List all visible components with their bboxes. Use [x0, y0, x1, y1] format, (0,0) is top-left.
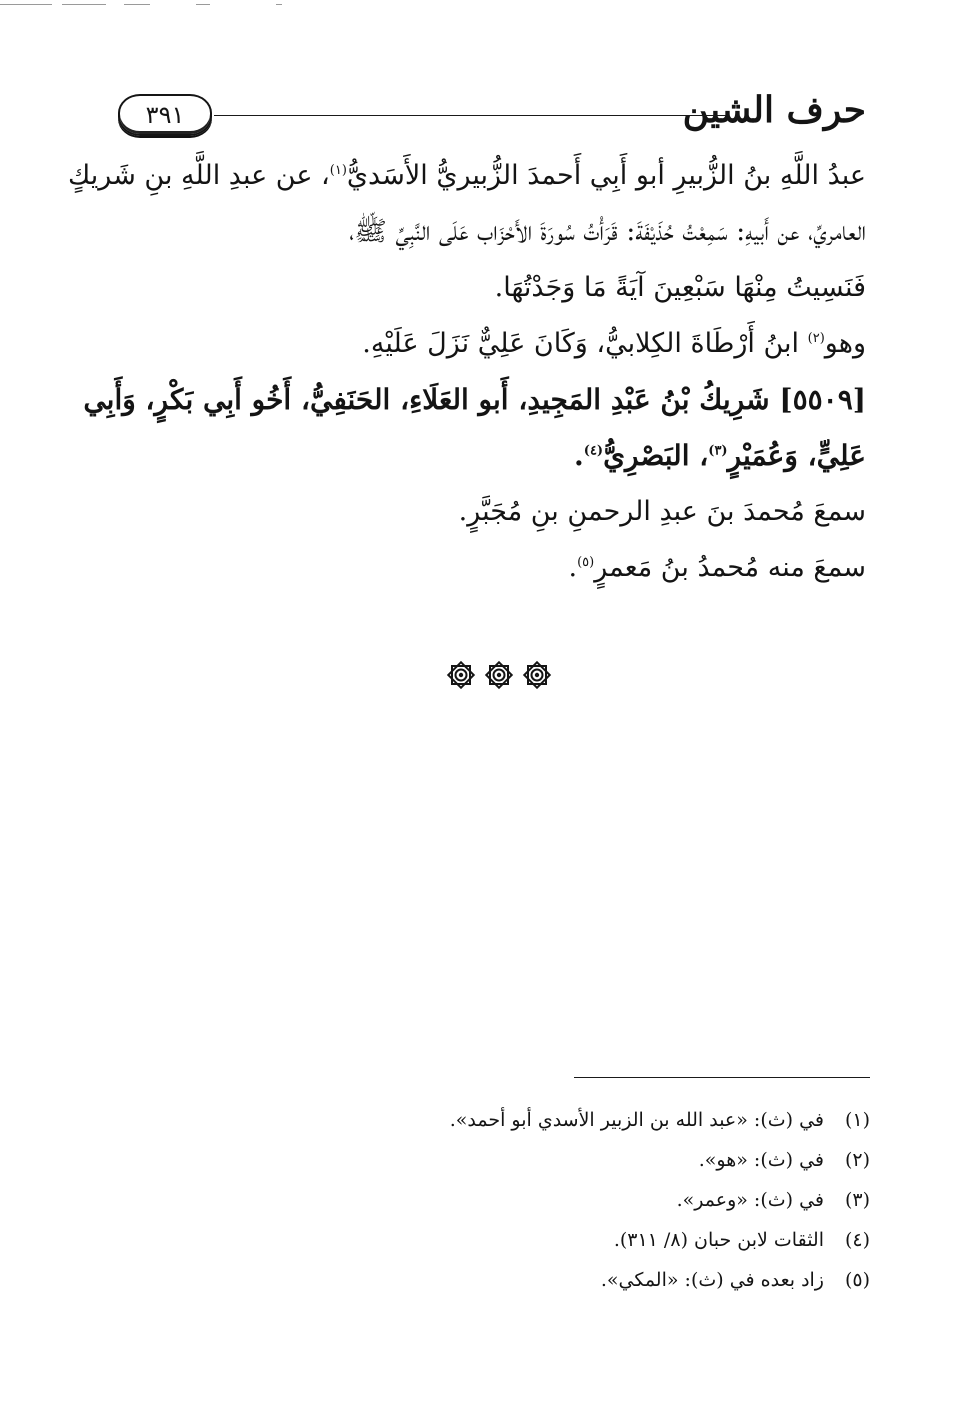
header-rule: [214, 115, 726, 116]
running-header: [118, 88, 866, 146]
footnote-ref-2[interactable]: (٢): [807, 331, 825, 346]
footnote-3: [370, 1180, 870, 1220]
footnote-text: في (ث): «وعمر».: [676, 1189, 824, 1211]
footnote-text: في (ث): «هو».: [698, 1149, 824, 1171]
page-number: ٣٩١: [145, 101, 185, 129]
text-line: وهو$^{(٢)}$ ابنُ أَرْطَاةَ الكِلابيُّ، وَكَانَ عَلِيٌّ نَزَلَ عَلَيْهِ.: [362, 328, 866, 359]
footnote-5: [370, 1260, 870, 1300]
text-line: عبدُ اللَّهِ بنُ الزُّبيرِ أبو أَبِي أَحمدَ الزُّبيريُّ الأَسَديُّ$^{(١)}$، عن عبدِ اللَّهِ بنِ شَريكٍ: [68, 160, 866, 191]
footnote-1: [370, 1100, 870, 1140]
footnote-text: في (ث): «عبد الله بن الزبير الأسدي أبو أحمد».: [449, 1109, 824, 1131]
text-line: فَنَسِيتُ مِنْهَا سَبْعِينَ آيَةً مَا وَجَدْتُهَا.: [494, 272, 866, 303]
scan-edge-marks: [0, 4, 962, 10]
main-text: [68, 148, 866, 596]
footnote-number: (٣): [844, 1189, 870, 1211]
footnote-number: (٥): [844, 1269, 870, 1291]
footnote-ref-3[interactable]: (٣): [708, 443, 728, 459]
footnotes: [370, 1100, 870, 1300]
eight-point-star-ornament-icon: [446, 660, 476, 690]
eight-point-star-ornament-icon: [484, 660, 514, 690]
entry-heading-cont: عَلِيٍّ، وَعُمَيْرٍ$^{(٣)}$، البَصْرِيُّ$^{(٤)}$.: [574, 439, 866, 472]
footnote-number: (٤): [844, 1229, 870, 1251]
footnote-number: (٢): [844, 1149, 870, 1171]
text-line: العامريِّ، عن أَبيهِ: سَمِعْتُ حُذَيْفَةَ: قَرَأْتُ سُورَةَ الأَحْزَاب عَلَى النَّبِيِّ ﷺ،: [349, 216, 866, 247]
footnote-ref-1[interactable]: (١): [329, 163, 347, 178]
footnote-separator: [574, 1077, 870, 1078]
footnote-4: [370, 1220, 870, 1260]
footnote-text: الثقات لابن حبان (٨/ ٣١١).: [613, 1229, 824, 1251]
footnote-2: [370, 1140, 870, 1180]
entry-number: [٥٥٠٩]: [779, 383, 866, 416]
entry-heading: [٥٥٠٩] شَرِيكُ بْنُ عَبْدِ المَجِيدِ، أَبو العَلَاءِ، الحَنَفِيُّ، أَخُو أَبِي بَكْرٍ، وَأَبِي: [83, 383, 866, 416]
footnote-number: (١): [844, 1109, 870, 1131]
chapter-title: حرف الشين: [682, 89, 866, 131]
footnote-ref-4[interactable]: (٤): [583, 443, 604, 459]
footnote-ref-5[interactable]: (٥): [577, 555, 595, 570]
heard-from-line: سمعَ مُحمدَ بنَ عبدِ الرحمنِ بنِ مُجَبَّرٍ.: [458, 496, 866, 527]
page-number-badge: [118, 94, 212, 136]
eight-point-star-ornament-icon: [522, 660, 552, 690]
heard-by-line: سمعَ منه مُحمدُ بنُ مَعمرٍ$^{(٥)}$.: [568, 552, 866, 583]
section-divider-ornaments: [446, 660, 556, 696]
footnote-text: زاد بعده في (ث): «المكي».: [600, 1269, 824, 1291]
